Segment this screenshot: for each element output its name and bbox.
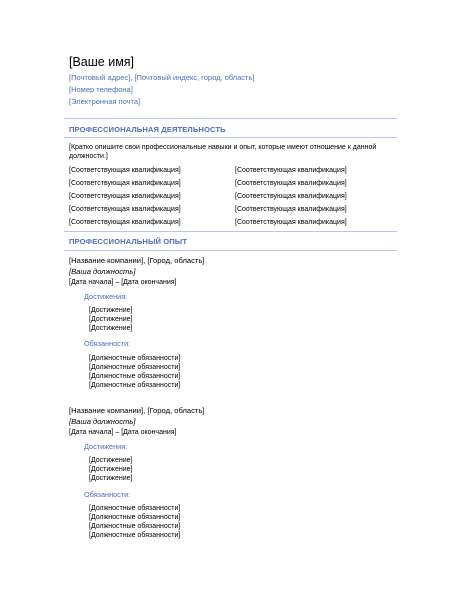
section-divider [64, 250, 397, 251]
achievement-item: [Достижение] [89, 307, 133, 314]
duties-label: Обязанности: [84, 490, 131, 499]
profile-section-title: ПРОФЕССИОНАЛЬНАЯ ДЕЯТЕЛЬНОСТЬ [69, 125, 226, 134]
duty-item: [Должностные обязанности] [89, 532, 181, 539]
profile-summary-line: [Кратко опишите свои профессиональные навыки и опыт, которые имеют отношение к данной [69, 144, 377, 151]
qualification-item: [Соответствующая квалификация] [69, 167, 181, 174]
section-divider [64, 137, 397, 138]
job-position: [Ваша должность] [69, 267, 136, 276]
job-dates: [Дата начала] – [Дата окончания] [69, 429, 177, 436]
achievement-item: [Достижение] [89, 325, 133, 332]
qualification-item: [Соответствующая квалификация] [235, 167, 347, 174]
qualification-item: [Соответствующая квалификация] [235, 206, 347, 213]
duty-item: [Должностные обязанности] [89, 382, 181, 389]
job-company: [Название компании], [Город, область] [69, 256, 205, 265]
job-company: [Название компании], [Город, область] [69, 406, 205, 415]
job-dates: [Дата начала] – [Дата окончания] [69, 279, 177, 286]
qualification-item: [Соответствующая квалификация] [235, 219, 347, 226]
qualification-item: [Соответствующая квалификация] [235, 180, 347, 187]
job-position: [Ваша должность] [69, 417, 136, 426]
experience-section-title: ПРОФЕССИОНАЛЬНЫЙ ОПЫТ [69, 237, 188, 246]
contact-email: [Электронная почта] [69, 97, 141, 106]
duty-item: [Должностные обязанности] [89, 514, 181, 521]
section-divider [64, 231, 397, 232]
achievement-item: [Достижение] [89, 475, 133, 482]
duty-item: [Должностные обязанности] [89, 505, 181, 512]
qualification-item: [Соответствующая квалификация] [69, 193, 181, 200]
duty-item: [Должностные обязанности] [89, 364, 181, 371]
qualification-item: [Соответствующая квалификация] [69, 180, 181, 187]
duty-item: [Должностные обязанности] [89, 373, 181, 380]
qualification-item: [Соответствующая квалификация] [69, 219, 181, 226]
section-divider [64, 118, 397, 119]
duty-item: [Должностные обязанности] [89, 523, 181, 530]
achievement-item: [Достижение] [89, 457, 133, 464]
achievements-label: Достижения: [84, 292, 128, 301]
resume-name: [Ваше имя] [69, 55, 135, 69]
qualification-item: [Соответствующая квалификация] [235, 193, 347, 200]
achievement-item: [Достижение] [89, 466, 133, 473]
contact-address: [Почтовый адрес], [Почтовый индекс, город, область] [69, 73, 255, 82]
qualification-item: [Соответствующая квалификация] [69, 206, 181, 213]
duties-label: Обязанности: [84, 339, 131, 348]
contact-phone: [Номер телефона] [69, 85, 133, 94]
achievement-item: [Достижение] [89, 316, 133, 323]
profile-summary-line: должности.] [69, 153, 108, 160]
duty-item: [Должностные обязанности] [89, 355, 181, 362]
achievements-label: Достижения: [84, 442, 128, 451]
